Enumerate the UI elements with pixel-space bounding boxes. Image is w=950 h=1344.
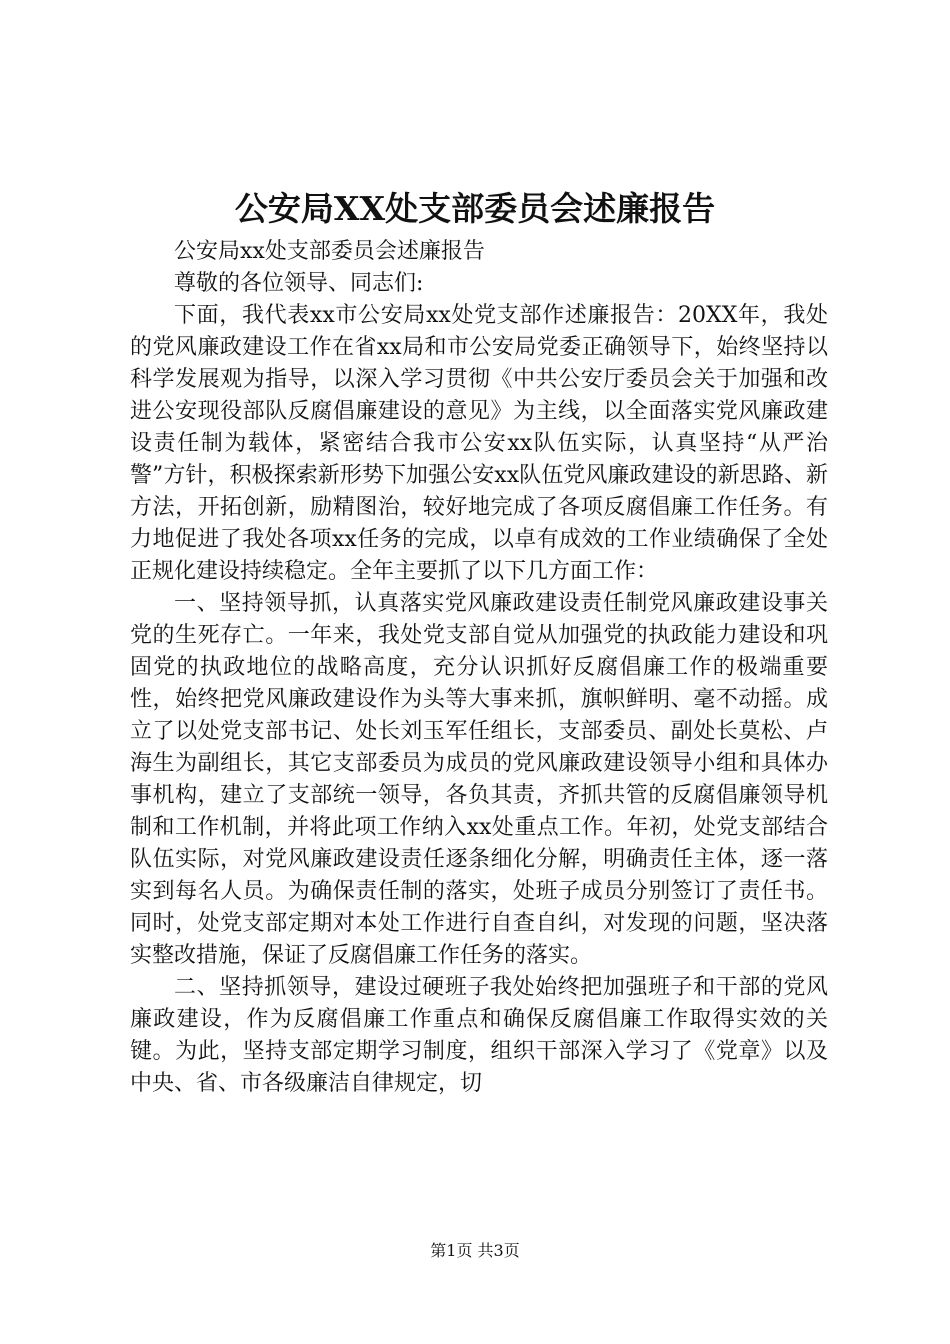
- document-title: 公安局XX处支部委员会述廉报告: [234, 189, 716, 228]
- page-footer: 第1页 共3页: [430, 1241, 520, 1260]
- paragraph-intro: 下面，我代表xx市公安局xx处党支部作述廉报告：20XX年，我处的党风廉政建设工作在省xx局和市公安局党委正确领导下，始终坚持以科学发展观为指导，以深入学习贯彻《中共公安厅委员会关于加强和改进公安现役部队反腐倡廉建设的意见》为主线，以全面落实党风廉政建设责任制为载体，紧密结合我市公安xx队伍实际，认真坚持“从严治警”方针，积极探索新形势下加强公安xx队伍党风廉政建设的新思路、新方法，开拓创新，励精图治，较好地完成了各项反腐倡廉工作任务。有力地促进了我处各项xx任务的完成，以卓有成效的工作业绩确保了全处正规化建设持续稳定。全年主要抓了以下几方面工作：: [130, 303, 828, 584]
- paragraph-section-two: 二、坚持抓领导，建设过硬班子我处始终把加强班子和干部的党风廉政建设，作为反腐倡廉工作重点和确保反腐倡廉工作取得实效的关键。为此，坚持支部定期学习制度，组织干部深入学习了《党章》以及中央、省、市各级廉洁自律规定，切: [130, 975, 828, 1096]
- document-body: [130, 236, 828, 1100]
- paragraph-subtitle: 公安局xx处支部委员会述廉报告: [174, 239, 485, 264]
- paragraph-salutation: 尊敬的各位领导、同志们:: [174, 271, 424, 296]
- paragraph-section-one: 一、坚持领导抓，认真落实党风廉政建设责任制党风廉政建设事关党的生死存亡。一年来，我处党支部自觉从加强党的执政能力建设和巩固党的执政地位的战略高度，充分认识抓好反腐倡廉工作的极端重要性，始终把党风廉政建设作为头等大事来抓，旗帜鲜明、毫不动摇。成立了以处党支部书记、处长刘玉军任组长，支部委员、副处长莫松、卢海生为副组长，其它支部委员为成员的党风廉政建设领导小组和具体办事机构，建立了支部统一领导，各负其责，齐抓共管的反腐倡廉领导机制和工作机制，并将此项工作纳入xx处重点工作。年初，处党支部结合队伍实际，对党风廉政建设责任逐条细化分解，明确责任主体，逐一落实到每名人员。为确保责任制的落实，处班子成员分别签订了责任书。同时，处党支部定期对本处工作进行自查自纠，对发现的问题，坚决落实整改措施，保证了反腐倡廉工作任务的落实。: [130, 591, 828, 968]
